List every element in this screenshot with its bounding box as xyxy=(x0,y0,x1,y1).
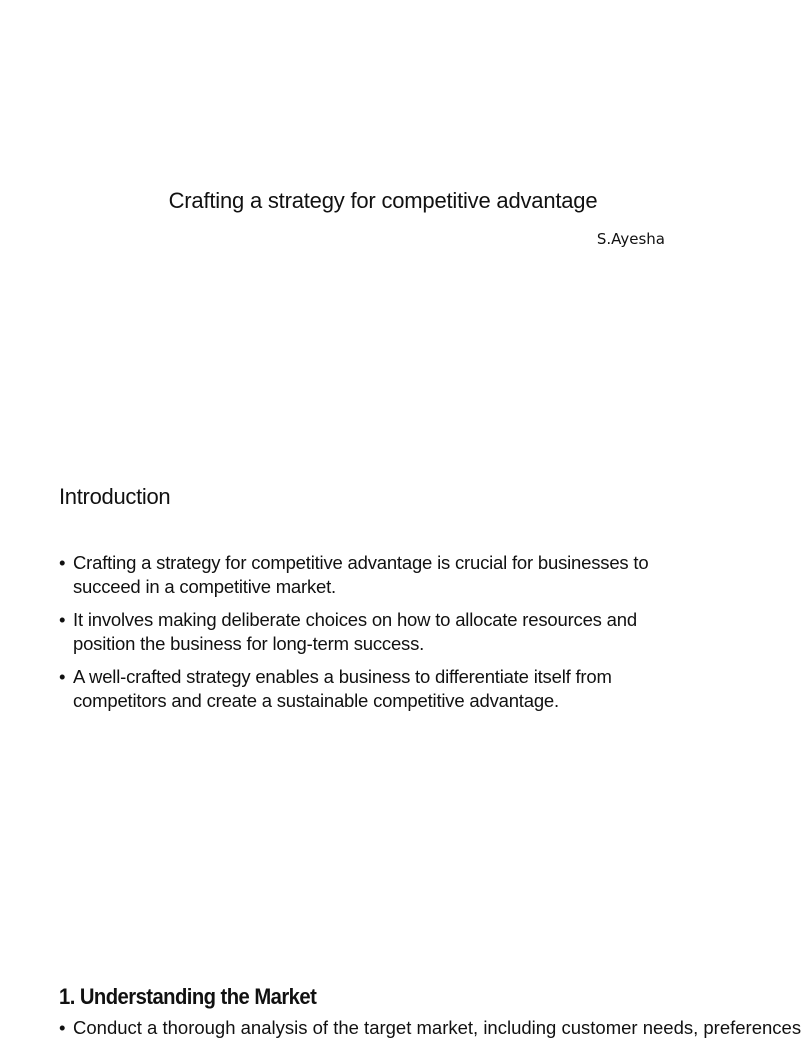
bullet-text: Conduct a thorough analysis of the target market, including customer needs, preferences xyxy=(73,1017,801,1038)
bullet-text: A well-crafted strategy enables a business to differentiate itself from competitors and create a sustainable competitive advantage. xyxy=(73,666,612,711)
bullet-text: Crafting a strategy for competitive advantage is crucial for businesses to succeed in a competitive market. xyxy=(73,552,649,597)
slide-title: Crafting a strategy for competitive advantage xyxy=(168,188,598,213)
list-item xyxy=(59,551,699,599)
list-item xyxy=(59,665,699,713)
understanding-market-heading: 1. Understanding the Market xyxy=(59,984,317,1009)
list-item xyxy=(59,608,699,656)
introduction-heading: Introduction xyxy=(59,484,171,509)
list-item xyxy=(59,1016,801,1040)
introduction-bullet-list xyxy=(59,551,699,722)
bullet-marker: • xyxy=(59,609,66,630)
bullet-marker: • xyxy=(59,1017,66,1038)
bullet-marker: • xyxy=(59,666,66,687)
bullet-marker: • xyxy=(59,552,66,573)
bullet-text: It involves making deliberate choices on how to allocate resources and position the business for long-term success. xyxy=(73,609,637,654)
author-name: S.Ayesha xyxy=(596,230,665,248)
